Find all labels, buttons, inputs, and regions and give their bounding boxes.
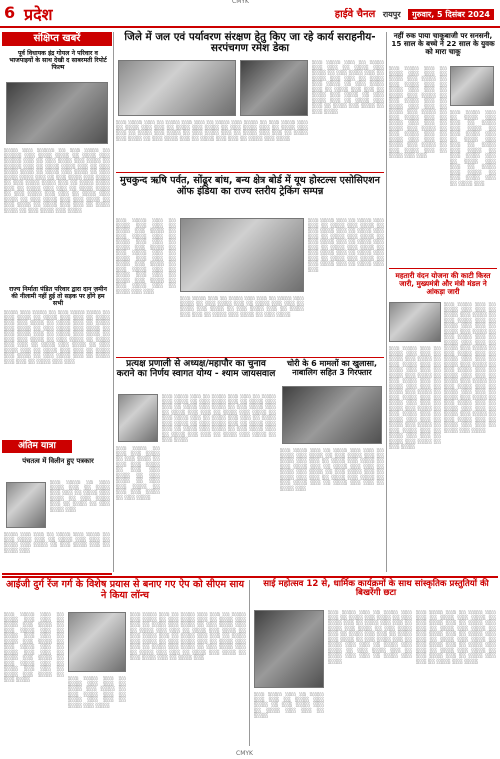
bottom-left-body-b: ░░░ ░░░░ ░░░ ░░ ░░░░ ░░░ ░░░ ░░ ░░░░ ░░░ ░░░░ ░░ ░░░ ░░░░ ░░░ ░░ ░░░░ ░░░ ░░░ ░░ ░░░░ ░░░ ░░░░ <box>68 676 126 709</box>
page-number: 6 <box>4 3 16 22</box>
obituary-photo <box>6 482 46 528</box>
brief-news-photo <box>6 82 108 144</box>
obituary-header: अंतिम यात्रा <box>2 440 72 453</box>
right-photo <box>450 66 494 106</box>
bottom-right-body-c: ░░░ ░░░░ ░░░ ░░ ░░░░ ░░░ ░░░ ░░ ░░░░ ░░░ ░░░░ ░░ ░░░ ░░░░ ░░░ ░░ ░░░░ ░░░ ░░░ ░░ ░░░░ <box>254 692 324 719</box>
right-body-a: ░░░ ░░░░ ░░░ ░░ ░░░░ ░░░ ░░░ ░░ ░░░░ ░░░ ░░░░ ░░ ░░░ ░░░░ ░░░ ░░ ░░░░ ░░░ ░░░ ░░ ░░░░ ░░░ ░░░░ ░░ ░░░ ░░░░ ░░░ ░░ ░░░░ ░░░ ░░░ ░░ ░░░░ ░░░ ░░░░ ░░ ░░░ ░░░░ ░░░ ░░ ░░░░ ░░░ ░░░ ░░ ░░░░ ░░░ ░░░░ ░░ ░░░ ░░░░ ░░░ ░░ ░░░░ ░░░ ░░░ ░░ ░░░░ ░░░ ░░░░ ░░ ░░░ ░░░░ ░░░ ░░ ░░░░ ░░░ ░░░ <box>389 66 447 159</box>
right-story2-body-b: ░░░ ░░░░ ░░░ ░░ ░░░░ ░░░ ░░░ ░░ ░░░░ ░░░ ░░░░ ░░ ░░░ ░░░░ ░░░ ░░ ░░░░ ░░░ ░░░ ░░ ░░░░ ░░░ ░░░░ ░░ ░░░ ░░░░ ░░░ ░░ ░░░░ ░░░ ░░░ ░░ ░░░░ ░░░ ░░░░ ░░ ░░░ ░░░░ ░░░ ░░ ░░░░ ░░░ ░░░ ░░ ░░░░ ░░░ ░░░░ ░░ ░░░ ░░░░ ░░░ ░░ ░░░░ ░░░ ░░░ ░░ ░░░░ ░░░ ░░░░ ░░ ░░░ ░░░░ ░░░ ░░ ░░░░ ░░░ ░░░ ░░ ░░░░ ░░░ ░░░░ ░░ ░░░ ░░░░ ░░░ ░░ ░░░░ ░░░ ░░░ ░░ ░░░░ ░░░ ░░░░ ░░ ░░░ ░░░░ ░░░ ░░ ░░░░ ░░░ ░░░ ░░ ░░░░ ░░░ ░░░░ <box>444 302 496 434</box>
bottom-divider <box>2 576 498 578</box>
bottom-right-headline: साई महोत्सव 12 से, धार्मिक कार्यक्रमों के साथ सांस्कृतिक प्रस्तुतियों की बिखरेंगी छटा <box>263 579 489 599</box>
bottom-column-rule <box>249 580 250 746</box>
story1-body: ░░░ ░░░░ ░░░ ░░ ░░░░ ░░░ ░░░ ░░ ░░░░ ░░░ ░░░░ ░░ ░░░ ░░░░ ░░░ ░░ ░░░░ ░░░ ░░░ ░░ ░░░░ ░░░ ░░░░ ░░ ░░░ ░░░░ ░░░ ░░ ░░░░ ░░░ ░░░ ░░ ░░░░ ░░░ ░░░░ ░░ ░░░ ░░░░ ░░░ ░░ ░░░░ ░░░ ░░░ ░░ ░░░░ ░░░ ░░░░ ░░ ░░░ ░░░░ ░░░ ░░ ░░░░ ░░░ ░░░ ░░ ░░░░ ░░░ ░░░░ <box>116 120 308 142</box>
story2-photo <box>180 218 304 292</box>
section-title: प्रदेश <box>24 5 53 24</box>
bottom-right-body-a: ░░░ ░░░░ ░░░ ░░ ░░░░ ░░░ ░░░ ░░ ░░░░ ░░░ ░░░░ ░░ ░░░ ░░░░ ░░░ ░░ ░░░░ ░░░ ░░░ ░░ ░░░░ ░░░ ░░░░ ░░ ░░░ ░░░░ ░░░ ░░ ░░░░ ░░░ ░░░ ░░ ░░░░ ░░░ ░░░░ ░░ ░░░ ░░░░ ░░░ ░░ ░░░░ ░░░ ░░░ ░░ ░░░░ ░░░ ░░░░ ░░ ░░░ ░░░░ ░░░ ░░ ░░░░ ░░░ ░░░ ░░ ░░░░ ░░░ ░░░░ <box>328 610 412 665</box>
obituary-title: पंचतत्व में विलीन हुए पत्रकार <box>22 457 94 465</box>
right-story2-headline: महतारी वंदन योजना की काटी किस्त जारी, मुख्यमंत्री और मंत्री मंडल ने आंकड़ा जारी <box>395 271 491 296</box>
second-brief-title: राज्य निर्माता पंडित परिवार द्वारा दान ज़मीन की नीलामी नहीं हुई तो सड़क पर होंगे हम सभी <box>9 286 107 307</box>
newspaper-brand: हाईवे चैनल <box>334 9 376 20</box>
right-body-b: ░░░ ░░░░ ░░░ ░░ ░░░░ ░░░ ░░░ ░░ ░░░░ ░░░ ░░░░ ░░ ░░░ ░░░░ ░░░ ░░ ░░░░ ░░░ ░░░ ░░ ░░░░ ░░░ ░░░░ ░░ ░░░ ░░░░ ░░░ ░░ ░░░░ ░░░ ░░░ ░░ ░░░░ ░░░ ░░░░ ░░ ░░░ ░░░░ ░░░ ░░ ░░░░ ░░░ <box>450 110 496 187</box>
story2-body-col1: ░░░ ░░░░ ░░░ ░░ ░░░░ ░░░ ░░░ ░░ ░░░░ ░░░ ░░░░ ░░ ░░░ ░░░░ ░░░ ░░ ░░░░ ░░░ ░░░ ░░ ░░░░ ░░░ ░░░░ ░░ ░░░ ░░░░ ░░░ ░░ ░░░░ ░░░ ░░░ ░░ ░░░░ ░░░ ░░░░ ░░ ░░░ ░░░░ ░░░ ░░ ░░░░ ░░░ ░░░ ░░ ░░░░ ░░░ ░░░░ ░░ ░░░ ░░░░ ░░░ ░░ ░░░░ ░░░ ░░░ <box>116 218 176 295</box>
left-column-divider <box>2 573 112 575</box>
bottom-left-headline: आईजी दुर्ग रेंज गर्ग के विशेष प्रयास से बनाए गए ऐप को सीएम साय ने किया लॉन्च <box>5 579 245 601</box>
story2-headline: मुचकुन्द ऋषि पर्वत, सोंढूर बांध, बन्य क्षेत्र बोर्ड में यूथ होस्टल्स एसोसिएशन ऑफ इंडिया का राज्य स्तरीय ट्रेकिंग सम्पन्न <box>120 175 380 197</box>
story1-photo-2 <box>240 60 308 116</box>
story3-photo <box>118 394 158 442</box>
right-headline: नहीं रुक पाया चाकूबाजी पर सनसनी, 15 साल के बच्चे ने 22 साल के युवक को मारा चाकू <box>391 31 495 56</box>
story4-photo <box>282 386 382 444</box>
story1-divider <box>116 172 384 173</box>
story3-headline: प्रत्यक्ष प्रणाली से अध्यक्ष/महापौर का चुनाव कराने का निर्णय स्वागत योग्य - श्याम जायसवाल <box>116 359 276 379</box>
story2-body-col3: ░░░ ░░░░ ░░░ ░░ ░░░░ ░░░ ░░░ ░░ ░░░░ ░░░ ░░░░ ░░ ░░░ ░░░░ ░░░ ░░ ░░░░ ░░░ ░░░ ░░ ░░░░ ░░░ ░░░░ ░░ ░░░ ░░░░ ░░░ ░░ ░░░░ ░░░ ░░░ ░░ ░░░░ ░░░ ░░░░ ░░ ░░░ ░░░░ ░░░ ░░ ░░░░ ░░░ ░░░ ░░ ░░░░ ░░░ ░░░░ ░░ ░░░ ░░░░ ░░░ ░░ ░░░░ ░░░ ░░░ <box>308 218 384 273</box>
story2-divider <box>116 357 384 358</box>
obituary-body-b: ░░░░ ░░░ ░░░ ░░ ░░░░ ░░░ ░░░░ ░░ ░░░ ░░░░ ░░░ ░░ ░░░░ ░░░ ░░░ ░░ ░░░░ ░░░ ░░░░ ░░ ░░░ ░░░░ ░░░ ░░ ░░░░ ░░░ <box>4 532 110 554</box>
masthead <box>0 0 500 28</box>
masthead-right <box>335 6 494 20</box>
brief-news-body: ░░░░ ░░░ ░░░░░ ░░ ░░░ ░░░░ ░░ ░░░░░ ░░░ ░░░░ ░░░░ ░░ ░░░░ ░░░ ░░░░░ ░░░ ░░ ░░░ ░░░░ ░░░ ░░░░ ░░ ░░░░░ ░░░ ░░ ░░░░ ░░░░ ░░░ ░░ ░░░ ░░░░ ░░░░ ░░ ░░░░ ░░░ ░░░░ ░░ ░░░ ░░░░ ░░░░ ░░░ ░░ ░░░ ░░░░ ░░░ ░░░░ ░░ ░░░ ░░░░ ░░░░ ░░░ ░░ ░░░░ ░░░░ ░░░ ░░ ░░░░ ░░░ ░░░ ░░ ░░░░ ░░░░ ░░ ░░░ ░░░░ ░░░ ░░░ ░░ ░░░░ ░░░ ░░░░ ░░ ░░░ ░░░░ ░░░ ░░░ ░░░░ ░░ ░░░ ░░░░ ░░ ░░░░ ░░░ ░░░ ░░ ░░░░ ░░░░ ░░ ░░░ ░░░░ ░░░ ░░░░ <box>4 148 110 214</box>
brief-news-header: संक्षिप्त खबरें <box>2 32 112 46</box>
edition-city: रायपुर <box>382 10 401 19</box>
right-story2-body-a: ░░░ ░░░░ ░░░ ░░ ░░░░ ░░░ ░░░ ░░ ░░░░ ░░░ ░░░░ ░░ ░░░ ░░░░ ░░░ ░░ ░░░░ ░░░ ░░░ ░░ ░░░░ ░░░ ░░░░ ░░ ░░░ ░░░░ ░░░ ░░ ░░░░ ░░░ ░░░ ░░ ░░░░ ░░░ ░░░░ ░░ ░░░ ░░░░ ░░░ ░░ ░░░░ ░░░ ░░░ ░░ ░░░░ ░░░ ░░░░ ░░ ░░░ ░░░░ ░░░ ░░ ░░░░ ░░░ ░░░ ░░ ░░░░ ░░░ ░░░░ ░░ ░░░ ░░░░ ░░░ ░░ ░░░░ ░░░ ░░░ ░░ ░░░░ ░░░ ░░░░ ░░ ░░░ ░░░░ <box>389 346 441 450</box>
brief-news-title: पूर्व विधायक इंद्र गोयल ने परिवार व भाजपाइयों के साथ देखी द साबरमती रिपोर्ट फिल्म <box>9 50 107 71</box>
second-brief-body: ░░░░ ░░░ ░░░░ ░░ ░░░ ░░░░ ░░░░ ░░ ░░░ ░░░░ ░░ ░░░░ ░░░ ░░░ ░░ ░░░░ ░░░ ░░░ ░░░░ ░░ ░░░░ ░░░ ░░ ░░░░ ░░░ ░░░░ ░░ ░░░ ░░░░ ░░░ ░░░░ ░░ ░░░ ░░░░ ░░░ ░░ ░░░░ ░░░ ░░░░ ░░ ░░░ ░░░ ░░░░ ░░ ░░░ ░░░░ ░░ ░░░░ ░░░ ░░░ ░░ ░░░░ ░░░ ░░░░ ░░ ░░░ ░░░░ ░░░ ░░ ░░░░ ░░░ ░░░ ░░ ░░░░ ░░░ ░░░░ ░░ ░░░ ░░░░ ░░░ ░░ ░░░░ ░░░ ░░░ ░░ ░░░░ ░░░ ░░░ <box>4 310 110 365</box>
story3-body-left: ░░░ ░░░░ ░░ ░░░ ░░░ ░░░░ ░░ ░░░ ░░░░ ░░ ░░░ ░░░ ░░░░ ░░ ░░░ ░░░ ░░░░ ░░ ░░░ ░░░░ ░░ ░░░ ░░░ ░░░░ ░░ ░░░ ░░░ ░░░░ ░░ ░░░ ░░░░ <box>116 446 160 501</box>
story1-photo-1 <box>118 60 236 116</box>
bottom-right-photo <box>254 610 324 688</box>
bottom-right-body-b: ░░░ ░░░░ ░░░ ░░ ░░░░ ░░░ ░░░ ░░ ░░░░ ░░░ ░░░░ ░░ ░░░ ░░░░ ░░░ ░░ ░░░░ ░░░ ░░░ ░░ ░░░░ ░░░ ░░░░ ░░ ░░░ ░░░░ ░░░ ░░ ░░░░ ░░░ ░░░ ░░ ░░░░ ░░░ ░░░░ ░░ ░░░ ░░░░ ░░░ ░░ ░░░░ ░░░ ░░░ ░░ ░░░░ ░░░ ░░░░ ░░ ░░░ ░░░░ ░░░ ░░ ░░░░ ░░░ ░░░ ░░ ░░░░ ░░░ ░░░░ <box>416 610 496 665</box>
issue-date: गुरुवार, 5 दिसंबर 2024 <box>408 9 494 20</box>
right-divider <box>389 268 497 269</box>
footer-cmyk: CMYK <box>236 750 253 757</box>
story4-body: ░░░ ░░░░ ░░░ ░░ ░░░░ ░░░ ░░░ ░░ ░░░░ ░░░ ░░░░ ░░ ░░░ ░░░░ ░░░ ░░ ░░░░ ░░░ ░░░ ░░ ░░░░ ░░░ ░░░░ ░░ ░░░ ░░░░ ░░░ ░░ ░░░░ ░░░ ░░░ ░░ ░░░░ ░░░ ░░░░ ░░ ░░░ ░░░░ ░░░ ░░ ░░░░ ░░░ ░░░ ░░ ░░░░ ░░░ ░░░░ ░░ ░░░ ░░░░ ░░░ ░░ ░░░░ ░░░ ░░░ ░░ ░░░░ ░░░ <box>280 448 384 492</box>
story3-body: ░░░ ░░░░ ░░░ ░░ ░░░░ ░░░ ░░░ ░░ ░░░░ ░░░ ░░░░ ░░ ░░░ ░░░░ ░░░ ░░ ░░░░ ░░░ ░░░ ░░ ░░░░ ░░░ ░░░░ ░░ ░░░ ░░░░ ░░░ ░░ ░░░░ ░░░ ░░░ ░░ ░░░░ ░░░ ░░░░ ░░ ░░░ ░░░░ ░░░ ░░ ░░░░ ░░░ ░░░ ░░ ░░░░ ░░░ ░░░░ ░░ ░░░ ░░░░ ░░░ ░░ ░░░░ ░░░ ░░░ ░░ ░░░░ ░░░ ░░░░ ░░ ░░░ ░░░░ ░░░ ░░ ░░░░ ░░░ ░░░ ░░ ░░░░ ░░░ ░░░░ ░░ ░░░ ░░░░ <box>162 394 276 443</box>
story1-headline: जिले में जल एवं पर्यावरण संरक्षण हेतु किए जा रहे कार्य सराहनीय-सरपंचगण रमेश डेका <box>124 31 376 55</box>
bottom-left-body-a: ░░░ ░░░░ ░░░ ░░ ░░░░ ░░░ ░░░ ░░ ░░░░ ░░░ ░░░░ ░░ ░░░ ░░░░ ░░░ ░░ ░░░░ ░░░ ░░░ ░░ ░░░░ ░░░ ░░░░ ░░ ░░░ ░░░░ ░░░ ░░ ░░░░ ░░░ ░░░ ░░ ░░░░ ░░░ ░░░░ ░░ ░░░ ░░░░ ░░░ ░░ ░░░░ ░░░ ░░░ ░░ ░░░░ ░░░ ░░░░ ░░ ░░░ ░░░░ <box>4 612 64 683</box>
story1-body-right: ░░░ ░░░░ ░░░ ░░ ░░░░ ░░░ ░░░ ░░ ░░░░ ░░░ ░░░░ ░░ ░░░ ░░░░ ░░░ ░░ ░░░░ ░░░ ░░░ ░░ ░░░░ ░░░ ░░░░ ░░ ░░░ ░░░░ ░░░ ░░ ░░░░ ░░░ ░░░ ░░ ░░░░ ░░░ ░░░░ ░░ ░░░ ░░░░ ░░░ ░░ ░░░░ ░░░ ░░░ ░░ ░░░░ ░░░ ░░░░ ░░ ░░░ ░░░░ <box>312 60 384 115</box>
right-story2-photo <box>389 302 441 342</box>
cmyk-mark: CMYK <box>232 0 249 5</box>
column-rule-2 <box>386 32 387 572</box>
bottom-left-body-c: ░░░ ░░░░ ░░░ ░░ ░░░░ ░░░ ░░░ ░░ ░░░░ ░░░ ░░░░ ░░ ░░░ ░░░░ ░░░ ░░ ░░░░ ░░░ ░░░ ░░ ░░░░ ░░░ ░░░░ ░░ ░░░ ░░░░ ░░░ ░░ ░░░░ ░░░ ░░░ ░░ ░░░░ ░░░ ░░░░ ░░ ░░░ ░░░░ ░░░ ░░ ░░░░ ░░░ ░░░ ░░ ░░░░ ░░░ ░░░░ ░░ ░░░ ░░░░ ░░░ ░░ ░░░░ ░░░ ░░░ ░░ ░░░░ ░░░ ░░░░ ░░ ░░░ ░░░░ ░░░ ░░ ░░░░ ░░░ ░░░ ░░ ░░░░ ░░░ ░░░░ ░░ ░░░ ░░░░ ░░░ ░░ ░░░░ ░░░ <box>130 612 246 661</box>
column-rule-1 <box>113 32 114 572</box>
story4-headline: चोरी के 6 मामलों का खुलासा, नाबालिग सहित 3 गिरफ्तार <box>286 359 378 377</box>
obituary-body-a: ░░░ ░░░░ ░░ ░░░ ░░░░ ░░░ ░░ ░░░░ ░░░ ░░░ ░░ ░░░░ ░░░ ░░░░ ░░ ░░░ ░░░░ ░░░ ░░ ░░░░ ░░ ░░░ ░░░░ ░░░ <box>50 480 110 513</box>
bottom-left-photo <box>68 612 126 672</box>
story2-body-col2: ░░░ ░░░░ ░░░ ░░ ░░░░ ░░░ ░░░ ░░ ░░░░ ░░░ ░░░░ ░░ ░░░ ░░░░ ░░░ ░░ ░░░░ ░░░ ░░░ ░░ ░░░░ ░░░ ░░░░ ░░ ░░░ ░░░░ ░░░ ░░ ░░░░ ░░░ ░░░ ░░ ░░░░ ░░░ ░░░░ ░░ ░░░ ░░░░ <box>180 296 304 318</box>
